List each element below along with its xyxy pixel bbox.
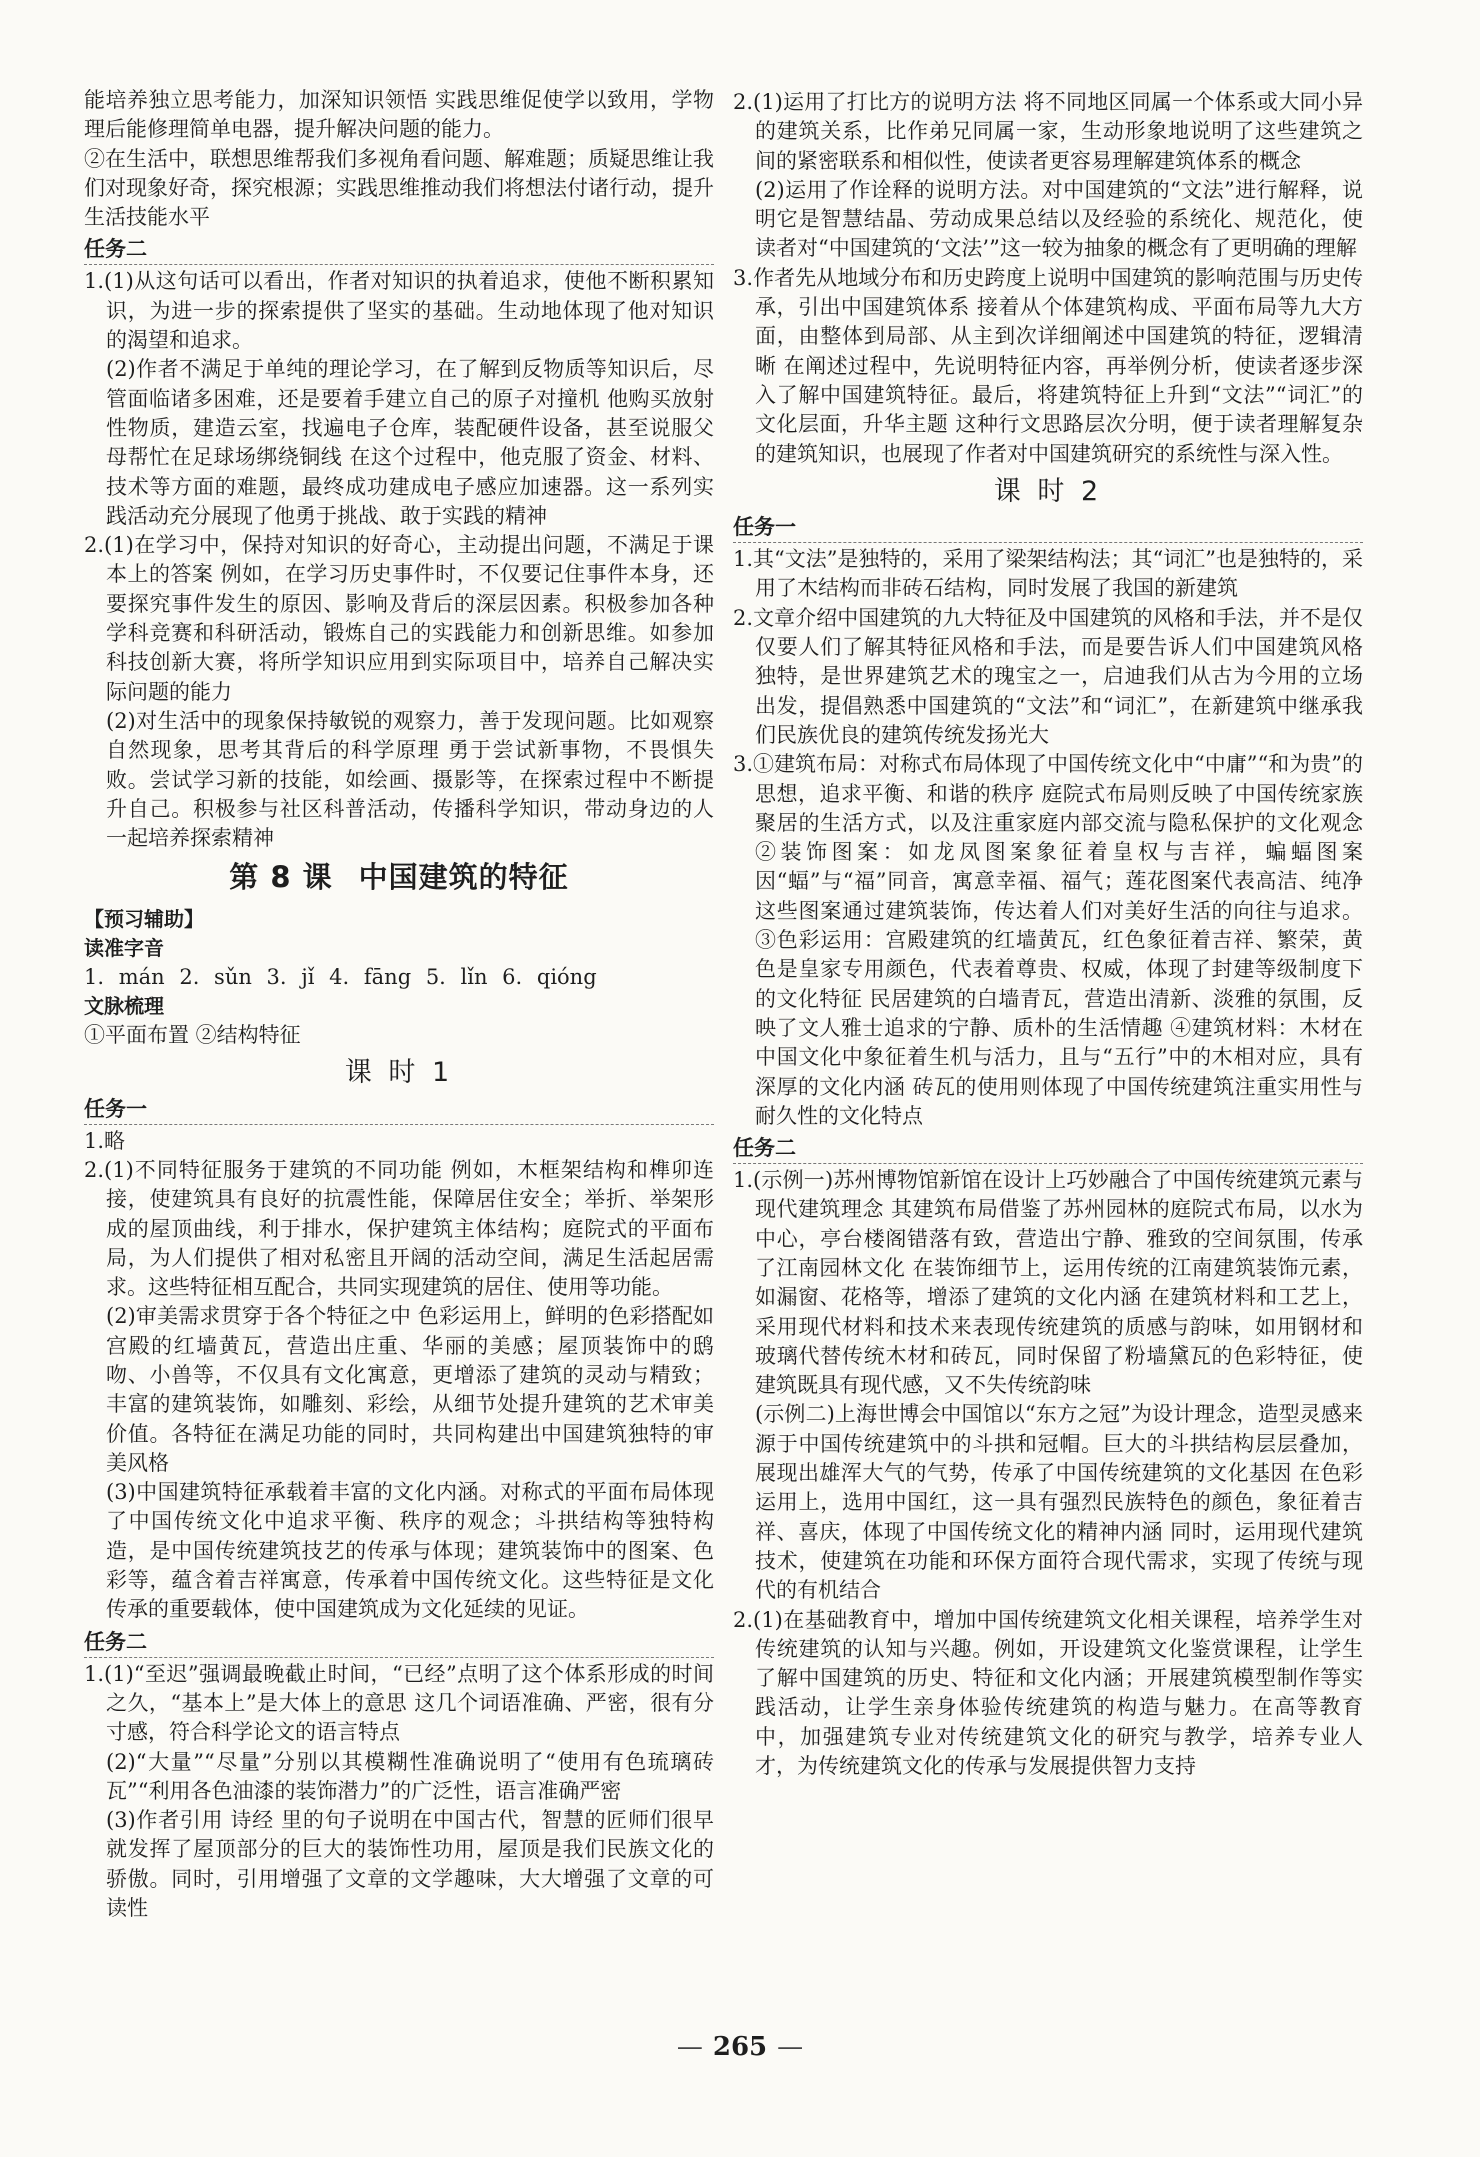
task-heading: 任务一	[733, 512, 1363, 543]
answer-item: 2.(1)在基础教育中，增加中国传统建筑文化相关课程，培养学生对传统建筑的认知与兴趣。例如，开设建筑文化鉴赏课程，让学生了解中国建筑的历史、特征和文化内涵；开展建筑模型制作等实践活动，让学生亲身体验传统建筑的构造与魅力。在高等教育中，加强建筑专业对传统建筑文化的研究与教学，培养专业人才，为传统建筑文化的传承与发展提供智力支持	[733, 1607, 1363, 1779]
page-number	[640, 2032, 840, 2062]
answer-item: 1.(示例一)苏州博物馆新馆在设计上巧妙融合了中国传统建筑元素与现代建筑理念 其建筑布局借鉴了苏州园林的庭院式布局，以水为中心，亭台楼阁错落有致，营造出宁静、雅致的空间氛围，传承了江南园林文化 在装饰细节上，运用传统的江南建筑装饰元素，如漏窗、花格等，增添了建筑的文化内涵 在建筑材料和工艺上，采用现代材料和技术来表现传统建筑的质感与韵味，如用钢材和玻璃代替传统木材和砖瓦，同时保留了粉墙黛瓦的色彩特征，使建筑既具有现代感，又不失传统韵味	[733, 1168, 1363, 1398]
reading-label: 读准字音	[84, 935, 164, 960]
answer-item: 2.(1)在学习中，保持对知识的好奇心，主动提出问题，不满足于课本上的答案 例如，在学习历史事件时，不仅要记住事件本身，还要探究事件发生的原因、影响及背后的深层因素。积极参加各种学科竞赛和科研活动，锻炼自己的实践能力和创新思维。如参加科技创新大赛，将所学知识应用到实际项目中，培养自己解决实际问题的能力	[84, 533, 714, 704]
right-column	[733, 88, 1363, 1781]
lesson-name: 中国建筑的特征	[358, 860, 569, 895]
page-dash: —	[777, 2032, 804, 2062]
answer-item: 1.(1)“至迟”强调最晚截止时间，“已经”点明了这个体系形成的时间之久，“基本上”是大体上的意思 这几个词语准确、严密，很有分寸感，符合科学论文的语言特点	[84, 1661, 714, 1745]
answer-item: 1.其“文法”是独特的，采用了梁架结构法；其“词汇”也是独特的，采用了木结构而非砖石结构，同时发展了我国的新建筑	[733, 547, 1363, 601]
answer-item: (2)审美需求贯穿于各个特征之中 色彩运用上，鲜明的色彩搭配如宫殿的红墙黄瓦，营造出庄重、华丽的美感；屋顶装饰中的鸱吻、小兽等，不仅具有文化寓意，更增添了建筑的灵动与精致；丰富的建筑装饰，如雕刻、彩绘，从细节处提升建筑的艺术审美价值。各特征在满足功能的同时，共同构建出中国建筑独特的审美风格	[106, 1304, 714, 1475]
lesson-title	[84, 860, 714, 895]
lesson-number: 第 8 课	[229, 860, 333, 895]
answer-item: (2)对生活中的现象保持敏锐的观察力，善于发现问题。比如观察自然现象，思考其背后的科学原理 勇于尝试新事物，不畏惧失败。尝试学习新的技能，如绘画、摄影等，在探索过程中不断提升自己。积极参与社区科普活动，传播科学知识，带动身边的人一起培养探索精神	[106, 708, 714, 851]
period-heading: 课 时 1	[344, 1057, 454, 1089]
period-heading: 课 时 2	[993, 475, 1103, 507]
page-number-value: 265	[712, 2032, 768, 2062]
outline-label: 文脉梳理	[84, 994, 164, 1019]
task-heading: 任务二	[84, 234, 714, 265]
answer-item: 2.文章介绍中国建筑的九大特征及中国建筑的风格和手法，并不是仅仅要人们了解其特征风格和手法，而是要告诉人们中国建筑风格独特，是世界建筑艺术的瑰宝之一，启迪我们从古为今用的立场出发，提倡熟悉中国建筑的“文法”和“词汇”，在新建筑中继承我们民族优良的建筑传统发扬光大	[733, 605, 1363, 747]
answer-item: 2.(1)运用了打比方的说明方法 将不同地区同属一个体系或大同小异的建筑关系，比作弟兄同属一家，生动形象地说明了这些建筑之间的紧密联系和相似性，使读者更容易理解建筑体系的概念	[733, 90, 1363, 173]
answer-item: 3.作者先从地域分布和历史跨度上说明中国建筑的影响范围与历史传承，引出中国建筑体系 接着从个体建筑构成、平面布局等九大方面，由整体到局部、从主到次详细阐述中国建筑的特征，逻辑清晰 在阐述过程中，先说明特征内容，再举例分析，使读者逐步深入了解中国建筑特征。最后，将建筑特征上升到“文法”“词汇”的文化层面，升华主题 这种行文思路层次分明，便于读者理解复杂的建筑知识，也展现了作者对中国建筑研究的系统性与深入性。	[733, 265, 1363, 466]
task-heading: 任务二	[733, 1133, 1363, 1164]
left-column	[84, 86, 714, 1923]
answer-item: (示例二)上海世博会中国馆以“东方之冠”为设计理念，造型灵感来源于中国传统建筑中的斗拱和冠帽。巨大的斗拱结构层层叠加，展现出雄浑大气的气势，传承了中国传统建筑的文化基因 在色彩运用上，选用中国红，这一具有强烈民族特色的颜色，象征着吉祥、喜庆，体现了中国传统文化的精神内涵 同时，运用现代建筑技术，使建筑在功能和环保方面符合现代需求，实现了传统与现代的有机结合	[755, 1402, 1363, 1603]
answer-item: 3.①建筑布局：对称式布局体现了中国传统文化中“中庸”“和为贵”的思想，追求平衡、和谐的秩序 庭院式布局则反映了中国传统家族聚居的生活方式，以及注重家庭内部交流与隐私保护的文化观念 ②装饰图案：如龙凤图案象征着皇权与吉祥，蝙蝠图案因“蝠”与“福”同音，寓意幸福、福气；莲花图案代表高洁、纯净 这些图案通过建筑装饰，传达着人们对美好生活的向往与追求。③色彩运用：宫殿建筑的红墙黄瓦，红色象征着吉祥、繁荣，黄色是皇家专用颜色，代表着尊贵、权威，体现了封建等级制度下的文化特征 民居建筑的白墙青瓦，营造出清新、淡雅的氛围，反映了文人雅士追求的宁静、质朴的生活情趣 ④建筑材料：木材在中国文化中象征着生机与活力，且与“五行”中的木相对应，具有深厚的文化内涵 砖瓦的使用则体现了中国传统建筑注重实用性与耐久性的文化特点	[733, 752, 1363, 1128]
answer-item: (2)作者不满足于单纯的理论学习，在了解到反物质等知识后，尽管面临诸多困难，还是要着手建立自己的原子对撞机 他购买放射性物质，建造云室，找遍电子仓库，装配硬件设备，甚至说服父母帮忙在足球场绑绕铜线 在这个过程中，他克服了资金、材料、技术等方面的难题，最终成功建成电子感应加速器。这一系列实践活动充分展现了他勇于挑战、敢于实践的精神	[106, 357, 714, 528]
answer-item: 1.(1)从这句话可以看出，作者对知识的执着追求，使他不断积累知识，为进一步的探索提供了坚实的基础。生动地体现了他对知识的渴望和追求。	[84, 269, 714, 353]
answer-item: (3)作者引用 诗经 里的句子说明在中国古代，智慧的匠师们很早就发挥了屋顶部分的巨大的装饰性功用，屋顶是我们民族文化的骄傲。同时，引用增强了文章的文学趣味，大大增强了文章的可读性	[106, 1808, 714, 1921]
answer-item: (2)运用了作诠释的说明方法。对中国建筑的“文法”进行解释，说明它是智慧结晶、劳动成果总结以及经验的系统化、规范化，使读者对“中国建筑的‘文法’”这一较为抽象的概念有了更明确的理解	[755, 177, 1363, 261]
answer-item: (2)“大量”“尽量”分别以其模糊性准确说明了“使用有色琉璃砖瓦”“利用各色油漆的装饰潜力”的广泛性，语言准确严密	[106, 1749, 714, 1803]
preview-label: 【预习辅助】	[84, 906, 204, 931]
answer-item: 1.略	[84, 1128, 126, 1153]
outline-answers: ①平面布置 ②结构特征	[84, 1023, 301, 1048]
task-heading: 任务一	[84, 1094, 714, 1125]
page-dash: —	[676, 2032, 703, 2062]
intro-paragraph: 能培养独立思考能力，加深知识领悟 实践思维促使学以致用，学物理后能修理简单电器，提升解决问题的能力。	[84, 88, 714, 142]
answer-item: 2.(1)不同特征服务于建筑的不同功能 例如，木框架结构和榫卯连接，使建筑具有良好的抗震性能，保障居住安全；举折、举架形成的屋顶曲线，利于排水，保护建筑主体结构；庭院式的平面布局，为人们提供了相对私密且开阔的活动空间，满足生活起居需求。这些特征相互配合，共同实现建筑的居住、使用等功能。	[84, 1157, 714, 1300]
task-heading: 任务二	[84, 1627, 714, 1658]
pinyin-answers: 1. mán 2. sǔn 3. jǐ 4. fāng 5. lǐn 6. qióng	[84, 964, 597, 989]
answer-item: (3)中国建筑特征承载着丰富的文化内涵。对称式的平面布局体现了中国传统文化中追求平衡、秩序的观念；斗拱结构等独特构造，是中国传统建筑技艺的传承与体现；建筑装饰中的图案、色彩等，蕴含着吉祥寓意，传承着中国传统文化。这些特征是文化传承的重要载体，使中国建筑成为文化延续的见证。	[106, 1480, 714, 1622]
intro-paragraph: ②在生活中，联想思维帮我们多视角看问题、解难题；质疑思维让我们对现象好奇，探究根源；实践思维推动我们将想法付诸行动，提升生活技能水平	[84, 146, 714, 230]
